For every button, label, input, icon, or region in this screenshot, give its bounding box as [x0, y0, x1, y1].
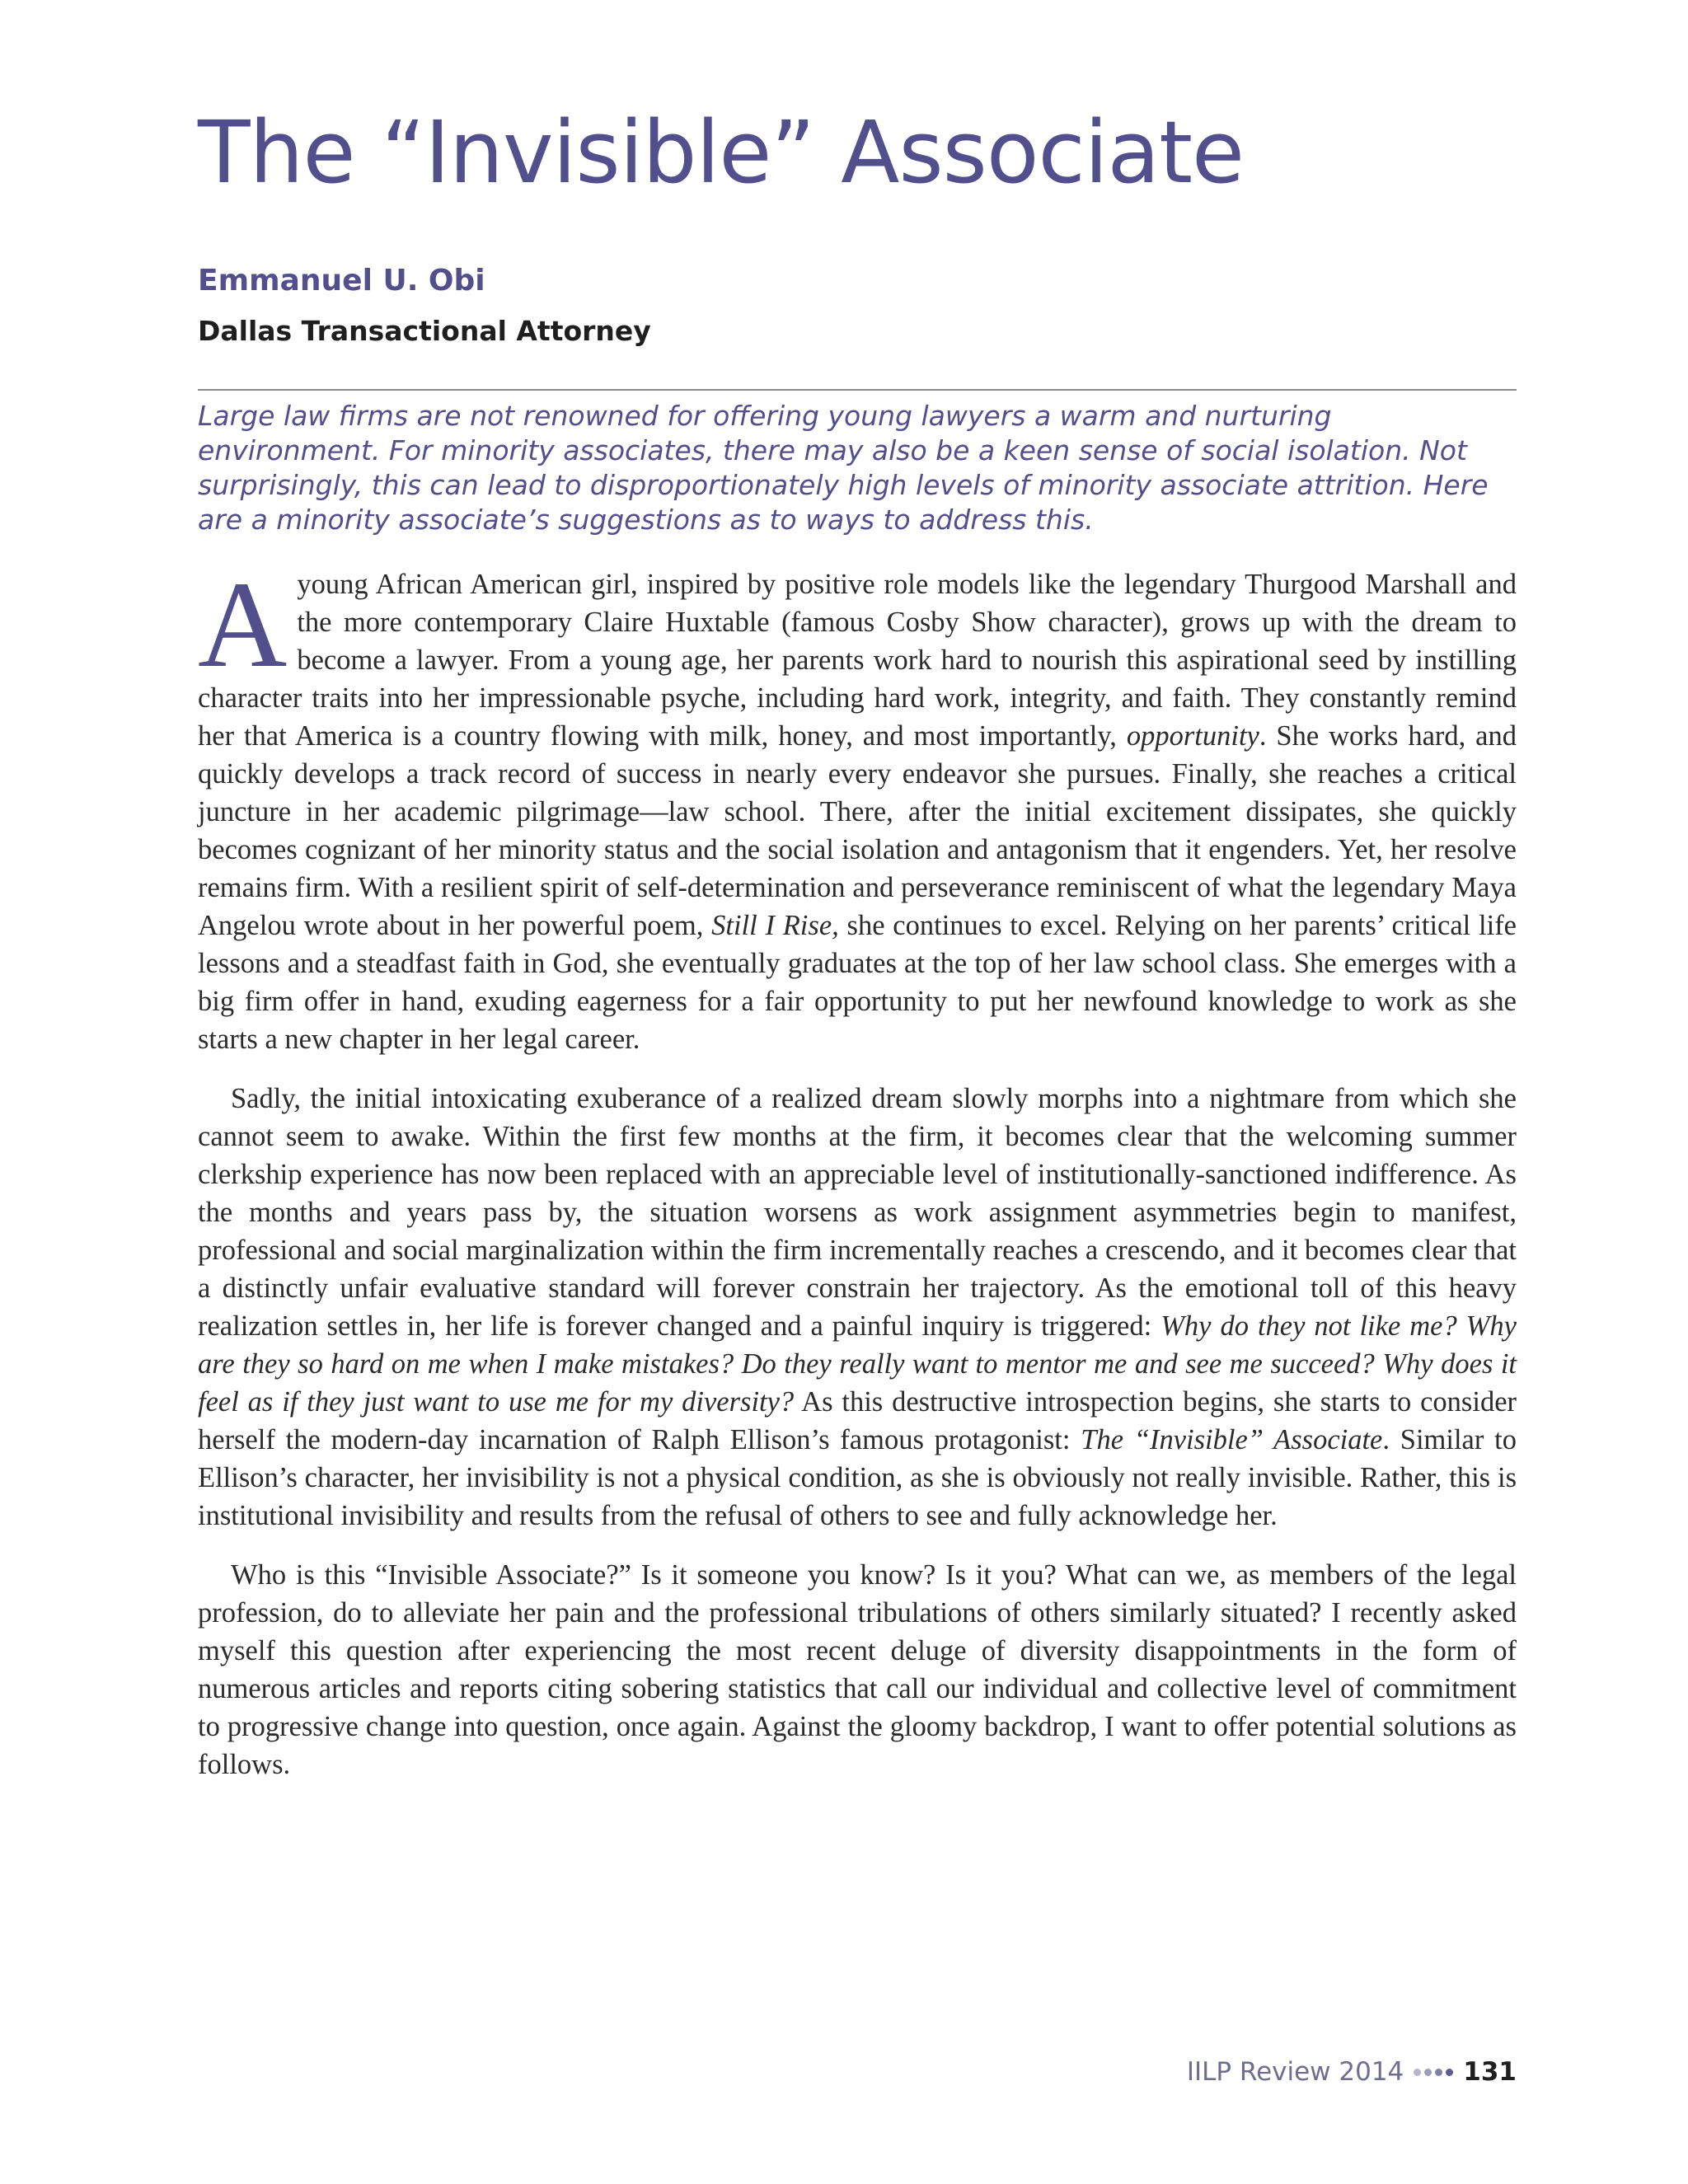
emphasis-text: Still I Rise,	[711, 910, 839, 941]
paragraph-text: she continues to excel. Relying on her parents’ critical life lessons and a steadfast faith in God, she eventually graduates at the top of her law school class. She emerges with a big firm offer in hand, exuding eagerness for a fair opportunity to put her newfound knowledge to work as she starts a new chapter in her legal career.	[198, 910, 1517, 1055]
author-name: Emmanuel U. Obi	[198, 264, 485, 298]
ornament-dot	[1424, 2069, 1432, 2076]
ornament-dot	[1446, 2069, 1453, 2076]
page-footer	[1187, 2057, 1517, 2087]
paragraph-text: young African American girl, inspired by positive role models like the legendary Thurgood Marshall and the more contemporary Claire Huxtable (famous Cosby Show character), grows up with the dream to become a lawyer. From a young age, her parents work hard to nourish this aspirational seed by instilling character traits into her impressionable psyche, including hard work, integrity, and faith. They constantly remind her that America is a country flowing with milk, honey, and most importantly,	[198, 569, 1517, 752]
paragraph-text: As this destructive introspection begins, she starts to consider herself the modern-day incarnation of Ralph Ellison’s famous protagonist:	[198, 1386, 1517, 1455]
drop-cap: A	[198, 556, 288, 693]
article-abstract: Large law firms are not renowned for offering young lawyers a warm and nurturing environment. For minority associates, there may also be a keen sense of social isolation. Not surprisingly, this can lead to disproportionately high levels of minority associate attrition. Here are a minority associate’s suggestions as to ways to address this.	[198, 400, 1489, 536]
footer-dots-ornament	[1414, 2069, 1453, 2076]
body-paragraph-3	[198, 1556, 1517, 1783]
page-number: 131	[1463, 2057, 1517, 2087]
emphasis-text: The “Invisible” Associate	[1081, 1424, 1383, 1455]
header-divider	[198, 389, 1517, 391]
paragraph-text: Sadly, the initial intoxicating exuberance of a realized dream slowly morphs into a nightmare from which she cannot seem to awake. Within the first few months at the firm, it becomes clear that the welcoming summer clerkship experience has now been replaced with an appreciable level of institutionally-sanctioned indifference. As the months and years pass by, the situation worsens as work assignment asymmetries begin to manifest, professional and social marginalization within the firm incrementally reaches a crescendo, and it becomes clear that a distinctly unfair evaluative standard will forever constrain her trajectory. As the emotional toll of this heavy realization settles in, her life is forever changed and a painful inquiry is triggered:	[198, 1083, 1517, 1342]
body-paragraph-1	[198, 556, 1517, 1058]
emphasis-text: opportunity	[1126, 720, 1259, 752]
paragraph-text: Who is this “Invisible Associate?” Is it someone you know? Is it you? What can we, as members of the legal profession, do to alleviate her pain and the professional tribulations of others similarly situated? I recently asked myself this question after experiencing the most recent deluge of diversity disappointments in the form of numerous articles and reports citing sobering statistics that call our individual and collective level of commitment to progressive change into question, once again. Against the gloomy backdrop, I want to offer potential solutions as follows.	[198, 1559, 1517, 1780]
ornament-dot	[1435, 2069, 1442, 2076]
paragraph-text: . Similar to Ellison’s character, her invisibility is not a physical condition, as she is obviously not really invisible. Rather, this is institutional invisibility and results from the refusal of others to see and fully acknowledge her.	[198, 1424, 1517, 1531]
article-title: The “Invisible” Associate	[198, 102, 1245, 203]
author-affiliation: Dallas Transactional Attorney	[198, 315, 651, 347]
ornament-dot	[1414, 2069, 1421, 2076]
body-paragraph-2	[198, 1080, 1517, 1535]
emphasis-text: Why do they not like me? Why are they so hard on me when I make mistakes? Do they really want to mentor me and see me succeed? Why does it feel as if they just want to use me for my diversity?	[198, 1310, 1517, 1418]
publication-name: IILP Review 2014	[1186, 2057, 1404, 2087]
paragraph-text: . She works hard, and quickly develops a track record of success in nearly every endeavor she pursues. Finally, she reaches a critical juncture in her academic pilgrimage—law school. There, after the initial excitement dissipates, she quickly becomes cognizant of her minority status and the social isolation and antagonism that it engenders. Yet, her resolve remains firm. With a resilient spirit of self-determination and perseverance reminiscent of what the legendary Maya Angelou wrote about in her powerful poem,	[198, 720, 1517, 941]
article-body	[198, 556, 1517, 1805]
